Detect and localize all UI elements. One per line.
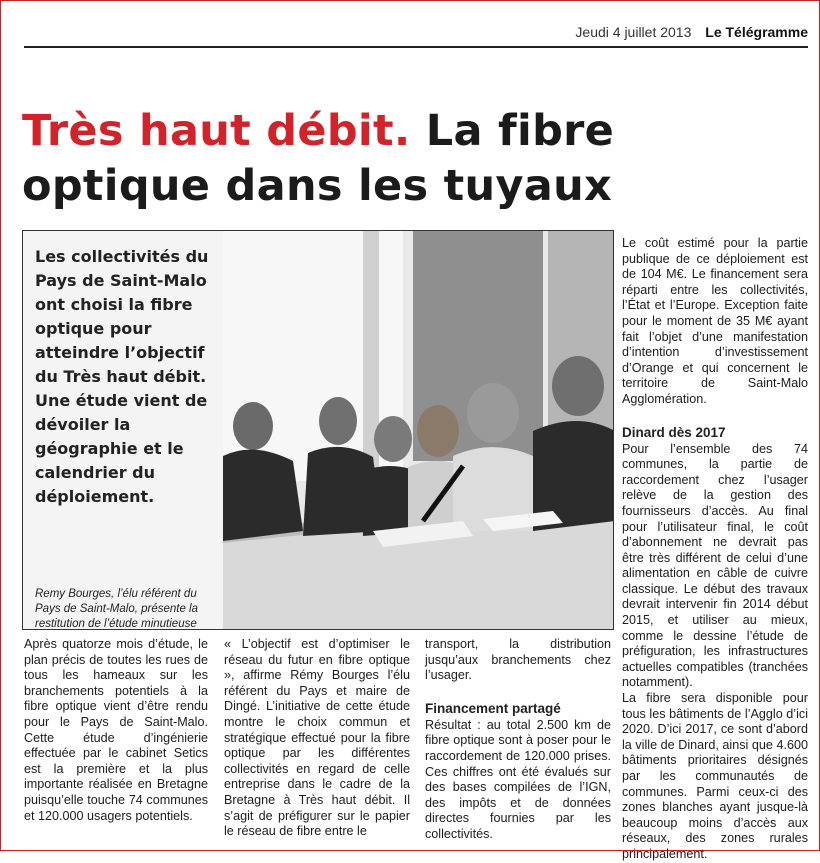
newspaper-name: Le Télégramme (705, 24, 808, 40)
dinard-heading: Dinard dès 2017 (622, 424, 726, 440)
financement-paragraph: Résultat : au total 2.500 km de fibre optique sont à poser pour le raccordement de 120.000 prises. Ces chiffres ont été évalués sur des bases compilées de l’IGN, des impôts et de données directes fournies par les collectivités. (425, 717, 611, 841)
financement-heading: Financement partagé (425, 700, 561, 716)
headline (22, 104, 802, 214)
cost-paragraph: Le coût estimé pour la partie publique de ce déploiement est de 104 M€. Le financement sera réparti entre les collectivités, l’État et l’Europe. Exception faite pour le moment de 35 M€ ayant fait l’objet d’une manifestation d’intention d’investissement d’Orange et qui concernent le territoire de Saint-Malo Agglomération. (622, 236, 808, 406)
body-column-1 (24, 637, 208, 824)
quote-paragraph: « L’objectif est d’optimiser le réseau du futur en fibre optique », affirme Rémy Bourges l’élu référent du Pays et maire de Dingé. L’initiative de cette étude montre le choix commun et stratégique effectué pour la fibre optique par les différentes collectivités en regard de celle entreprise dans le cadre de la Bretagne à Très haut débit. Il s’agit de préfigurer sur le papier le réseau de fibre entre le (224, 637, 410, 839)
dinard-paragraph-2: La fibre sera disponible pour tous les bâtiments de l’Agglo d’ici 2020. D’ici 2017, ce sont d’abord la ville de Dinard, ainsi que 4.600 bâtiments prioritaires désignés par les communautés de communes. Parmi ceux-ci des zones blanches ayant jusque-là beaucoup moins d’accès aux réseaux, des zones rurales principalement. (622, 691, 808, 861)
header-rule (24, 46, 808, 48)
intro-paragraph: Après quatorze mois d’étude, le plan précis de toutes les rues de tous les hameaux sur les branchements potentiels à la fibre optique vient d’être rendu pour le Pays de Saint-Malo. Cette étude d’ingénierie effectuée par le cabinet Setics est la première et la plus importante réalisée en Bretagne puisqu’elle touche 74 communes et 120.000 usagers potentiels. (24, 637, 208, 823)
headline-kicker: Très haut débit. (22, 106, 411, 156)
photo-block (22, 230, 614, 630)
body-column-3 (425, 637, 611, 843)
continuation-paragraph: transport, la distribution jusqu’aux branchements chez l’usager. (425, 637, 611, 683)
lead-paragraph: Les collectivités du Pays de Saint-Malo ont choisi la fibre optique pour atteindre l’objectif du Très haut débit. Une étude vient de dévoiler la géographie et le calendrier du déploiement. (35, 247, 209, 506)
headline-title: La fibre optique dans les tuyaux (22, 106, 615, 211)
masthead (575, 24, 808, 40)
body-column-2 (224, 637, 410, 840)
dinard-paragraph: Pour l’ensemble des 74 communes, la partie de raccordement chez l’usager relève de la gestion des fournisseurs d’accès. Au final pour l’utilisateur final, le coût d’abonnement ne devrait pas être très différent de celui d’une alimentation en câble de cuivre classique. Le début des travaux devrait intervenir fin 2014 début 2015, et utiliser au mieux, comme le dessine l’étude de préfiguration, les infrastructures actuelles compatibles (tranchées notamment). (622, 441, 808, 690)
issue-date: Jeudi 4 juillet 2013 (575, 24, 692, 40)
press-conference-photo (223, 231, 614, 630)
sidebar-column (622, 236, 808, 863)
photo-caption: Remy Bourges, l’élu référent du Pays de Saint-Malo, présente la restitution de l’étude minutieuse (35, 588, 199, 630)
